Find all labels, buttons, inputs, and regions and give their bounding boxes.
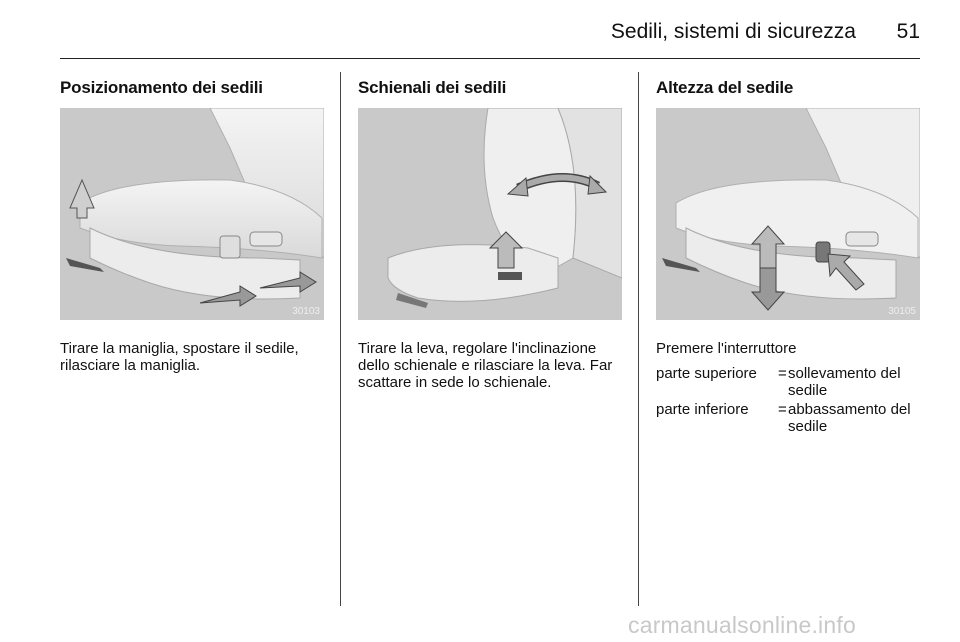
definition-term: parte inferiore bbox=[656, 401, 749, 418]
section-title: Sedili, sistemi di sicurezza bbox=[610, 20, 856, 43]
definition-equals: = bbox=[778, 401, 787, 418]
figure-code: 30103 bbox=[292, 306, 320, 317]
column-seat-height bbox=[656, 78, 920, 437]
definition-value: sollevamento del sedile bbox=[788, 365, 901, 399]
figure-code: 30105 bbox=[888, 306, 916, 317]
definition-value: abbassamento del sedile bbox=[788, 401, 911, 435]
definition-list bbox=[656, 365, 920, 435]
header-rule bbox=[60, 58, 920, 59]
column-divider bbox=[340, 72, 341, 606]
page-header bbox=[60, 20, 920, 50]
column-divider bbox=[638, 72, 639, 606]
definition-row bbox=[656, 401, 920, 435]
site-watermark: carmanualsonline.info bbox=[628, 612, 856, 638]
seat-height-illustration bbox=[656, 108, 920, 320]
section-heading: Altezza del sedile bbox=[656, 78, 794, 97]
definition-term: parte superiore bbox=[656, 365, 757, 382]
definition-equals: = bbox=[778, 365, 787, 382]
section-heading: Schienali dei sedili bbox=[358, 78, 507, 97]
page-number: 51 bbox=[896, 20, 920, 43]
column-seat-backrest bbox=[358, 78, 622, 391]
section-heading: Posizionamento dei sedili bbox=[60, 78, 263, 97]
instruction-text: Tirare la leva, regolare l'inclinazione dello schienale e rilasciare la leva. Far scattare in sede lo schienale. bbox=[358, 340, 613, 391]
instruction-text: Premere l'interruttore bbox=[656, 340, 797, 357]
instruction-text: Tirare la maniglia, spostare il sedile, rilasciare la maniglia. bbox=[60, 340, 299, 374]
seat-backrest-illustration bbox=[358, 108, 622, 320]
definition-row bbox=[656, 365, 920, 399]
column-seat-position bbox=[60, 78, 324, 374]
seat-position-illustration bbox=[60, 108, 324, 320]
